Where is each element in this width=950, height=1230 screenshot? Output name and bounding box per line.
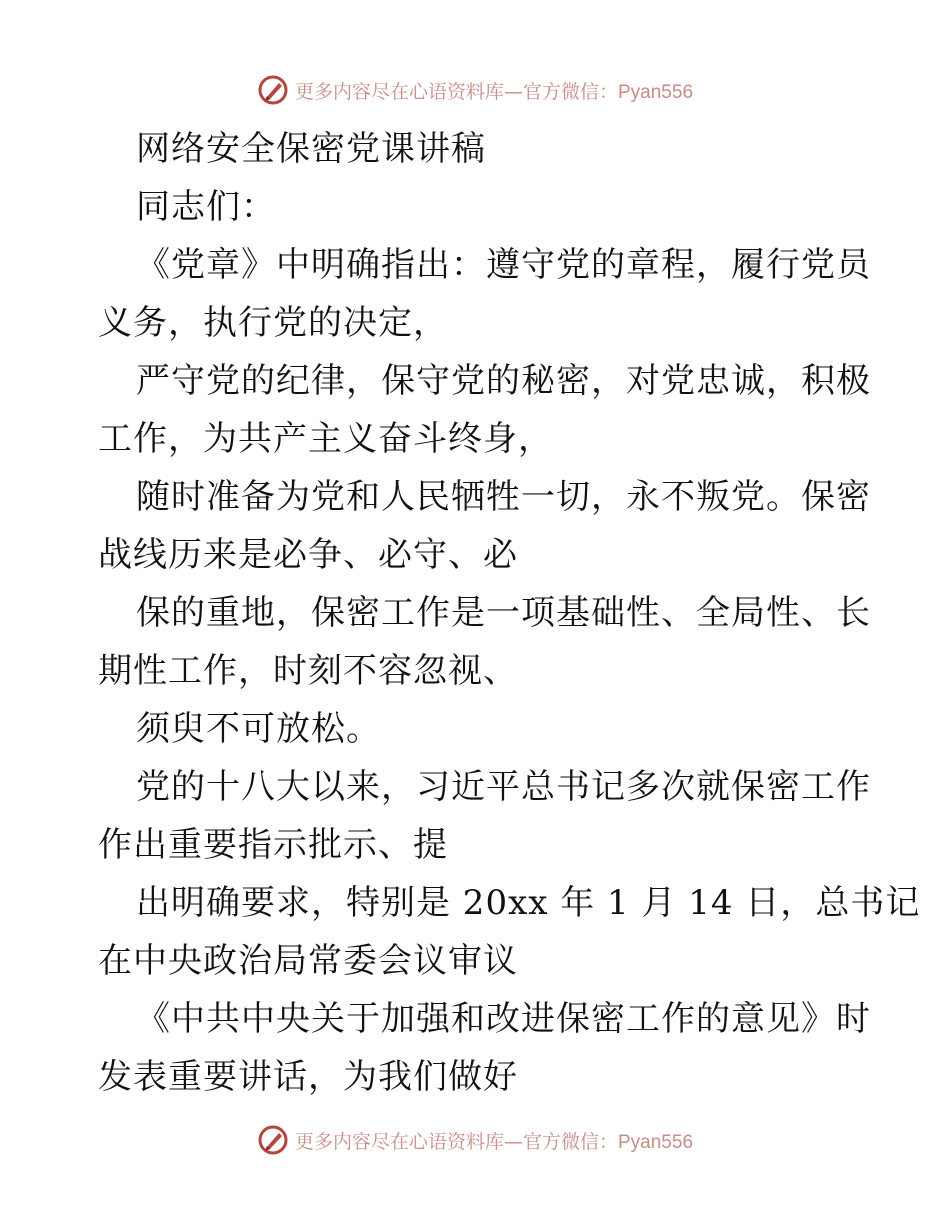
doc-line: 《党章》中明确指出：遵守党的章程，履行党员 bbox=[136, 245, 871, 285]
doc-line: 保的重地，保密工作是一项基础性、全局性、长 bbox=[136, 593, 871, 633]
doc-line: 党的十八大以来，习近平总书记多次就保密工作 bbox=[136, 767, 871, 807]
watermark-official: 官方微信： bbox=[522, 80, 618, 103]
doc-line: 工作，为共产主义奋斗终身， bbox=[98, 419, 553, 459]
watermark-wechat-id: Pyan556 bbox=[618, 1131, 694, 1153]
watermark-separator: — bbox=[503, 1130, 523, 1153]
doc-title: 网络安全保密党课讲稿 bbox=[136, 129, 486, 169]
watermark-header bbox=[0, 70, 950, 110]
doc-line: 在中央政治局常委会议审议 bbox=[98, 941, 518, 981]
doc-line: 随时准备为党和人民牺牲一切，永不叛党。保密 bbox=[136, 477, 871, 517]
watermark-official: 官方微信： bbox=[522, 1130, 618, 1153]
pen-logo-icon bbox=[257, 1124, 289, 1156]
watermark-separator: — bbox=[503, 80, 523, 103]
watermark-text: 更多内容尽在心语资料库 bbox=[294, 1130, 504, 1153]
doc-line: 严守党的纪律，保守党的秘密，对党忠诚，积极 bbox=[136, 361, 871, 401]
document-body bbox=[98, 120, 921, 1106]
watermark-wechat-id: Pyan556 bbox=[618, 81, 694, 103]
watermark-footer bbox=[0, 1120, 950, 1160]
doc-line: 出明确要求，特别是 20xx 年 1 月 14 日，总书记 bbox=[136, 883, 921, 923]
doc-line: 发表重要讲话，为我们做好 bbox=[98, 1057, 518, 1097]
doc-line: 须臾不可放松。 bbox=[136, 709, 381, 749]
doc-line: 作出重要指示批示、提 bbox=[98, 825, 448, 865]
pen-logo-icon bbox=[257, 74, 289, 106]
watermark-text: 更多内容尽在心语资料库 bbox=[294, 80, 504, 103]
doc-line: 《中共中央关于加强和改进保密工作的意见》时 bbox=[136, 999, 871, 1039]
doc-line: 同志们： bbox=[136, 187, 276, 227]
doc-line: 期性工作，时刻不容忽视、 bbox=[98, 651, 518, 691]
doc-line: 战线历来是必争、必守、必 bbox=[98, 535, 518, 575]
doc-line: 义务，执行党的决定， bbox=[98, 303, 448, 343]
